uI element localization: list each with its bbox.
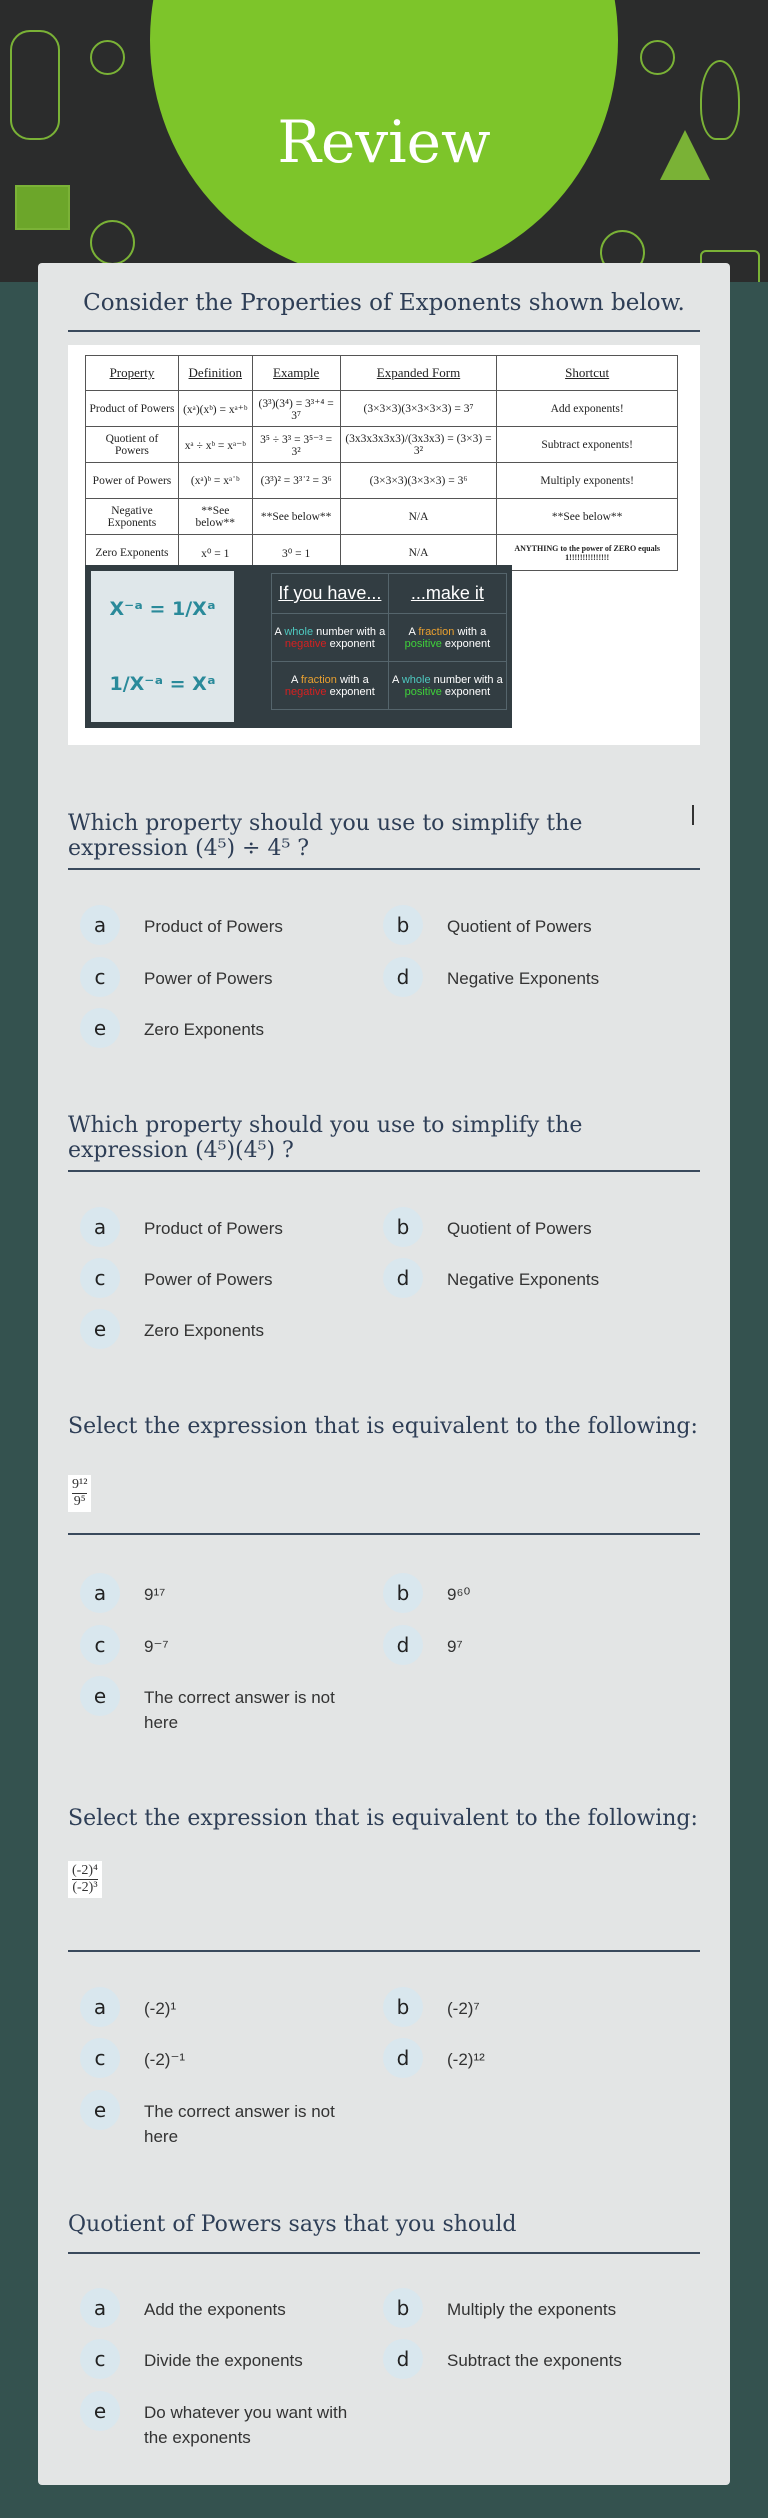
negative-rules-table (271, 573, 507, 710)
answer-option-c[interactable] (80, 957, 354, 997)
option-text: The correct answer is not here (144, 2102, 335, 2146)
rule-word: positive (404, 637, 442, 650)
table-header: Expanded Form (340, 356, 497, 391)
option-text: Zero Exponents (144, 1321, 265, 1340)
answer-option-a[interactable] (80, 1207, 354, 1247)
rules-header-make: ...make it (388, 574, 506, 614)
table-cell: ANYTHING to the power of ZERO equals 1!!!!!!!!!!!!!!! (497, 535, 678, 571)
fraction-denominator: 9⁵ (73, 1494, 86, 1509)
divider (68, 1170, 700, 1172)
option-letter-badge: c (80, 2339, 120, 2379)
option-letter-badge: d (383, 957, 423, 997)
option-letter-badge: b (383, 905, 423, 945)
answer-option-b[interactable] (383, 2288, 657, 2328)
answer-option-a[interactable] (80, 2288, 354, 2328)
table-cell: (3³)(3⁴) = 3³⁺⁴ = 3⁷ (252, 391, 340, 427)
option-text: Multiply the exponents (447, 2300, 617, 2319)
option-text: The correct answer is not here (144, 1688, 335, 1732)
table-cell: Multiply exponents! (497, 463, 678, 499)
option-letter-badge: a (80, 1573, 120, 1613)
divider (68, 1950, 700, 1952)
option-letter-badge: a (80, 1987, 120, 2027)
answer-option-b[interactable] (383, 1207, 657, 1247)
fraction-numerator: (-2)⁴ (72, 1863, 98, 1878)
rule-word: exponent (326, 685, 375, 698)
answer-option-e[interactable] (80, 1008, 354, 1048)
rule-cell (272, 614, 389, 662)
option-letter-badge: b (383, 2288, 423, 2328)
table-cell: Quotient of Powers (86, 427, 179, 463)
answer-option-b[interactable] (383, 905, 657, 945)
answer-option-c[interactable] (80, 2339, 354, 2379)
question-prompt: Which property should you use to simplify the expression (4⁵) ÷ 4⁵ ? (68, 811, 583, 861)
properties-table (85, 355, 678, 571)
option-letter-badge: a (80, 2288, 120, 2328)
option-letter-badge: d (383, 2339, 423, 2379)
rule-cell (388, 614, 506, 662)
rule-word: A (392, 673, 402, 686)
answer-option-c[interactable] (80, 1625, 354, 1665)
answer-option-e[interactable] (80, 1676, 354, 1735)
table-cell: (xᵃ)ᵇ = xᵃ˙ᵇ (178, 463, 252, 499)
option-text: (-2)¹ (144, 1999, 177, 2018)
option-letter-badge: b (383, 1987, 423, 2027)
table-cell: Product of Powers (86, 391, 179, 427)
answer-option-d[interactable] (383, 957, 657, 997)
divider (68, 1533, 700, 1535)
worksheet-card (38, 263, 730, 2485)
rule-word: A (274, 625, 285, 638)
negative-formula-1: X⁻ᵃ = 1/Xᵃ (109, 597, 216, 620)
table-cell: (3x3x3x3x3)/(3x3x3) = (3×3) = 3² (340, 427, 497, 463)
answer-option-e[interactable] (80, 2391, 354, 2450)
table-cell: 3⁰ = 1 (252, 535, 340, 571)
question-prompt: Select the expression that is equivalent to the following: (68, 1806, 698, 1831)
table-header: Definition (178, 356, 252, 391)
table-cell: Power of Powers (86, 463, 179, 499)
table-cell: xᵃ ÷ xᵇ = xᵃ⁻ᵇ (178, 427, 252, 463)
fraction-numerator: 9¹² (72, 1477, 88, 1492)
intro-heading: Consider the Properties of Exponents shown below. (83, 290, 685, 316)
option-letter-badge: c (80, 1625, 120, 1665)
rule-word: positive (404, 685, 442, 698)
option-text: (-2)⁷ (447, 1999, 480, 2018)
rule-word: number with a (313, 625, 386, 638)
option-text: 9⁻⁷ (144, 1637, 169, 1656)
negative-exponents-image (85, 565, 512, 728)
option-letter-badge: e (80, 2090, 120, 2130)
option-text: Add the exponents (144, 2300, 286, 2319)
option-letter-badge: a (80, 905, 120, 945)
table-header: Example (252, 356, 340, 391)
question-prompt: Quotient of Powers says that you should (68, 2212, 517, 2237)
answer-option-c[interactable] (80, 2038, 354, 2078)
table-cell: Subtract exponents! (497, 427, 678, 463)
rule-cell (388, 662, 506, 710)
option-letter-badge: e (80, 1008, 120, 1048)
option-letter-badge: c (80, 1258, 120, 1298)
answer-option-a[interactable] (80, 1987, 354, 2027)
table-header: Shortcut (497, 356, 678, 391)
rule-word: fraction (418, 625, 455, 638)
option-text: Quotient of Powers (447, 917, 592, 936)
rule-word: whole (284, 625, 314, 638)
table-row (86, 499, 678, 535)
question-expression (68, 1475, 91, 1512)
answer-option-a[interactable] (80, 1573, 354, 1613)
table-header: Property (86, 356, 179, 391)
header-banner (0, 0, 768, 282)
table-row (86, 463, 678, 499)
rule-word: number with a (430, 673, 503, 686)
table-cell: (3³)² = 3³˙² = 3⁶ (252, 463, 340, 499)
table-cell: (3×3×3)(3×3×3×3) = 3⁷ (340, 391, 497, 427)
option-text: 9⁶⁰ (447, 1585, 471, 1604)
question-prompt: Select the expression that is equivalent to the following: (68, 1414, 698, 1439)
table-row (86, 391, 678, 427)
option-text: Power of Powers (144, 1270, 273, 1289)
answer-option-b[interactable] (383, 1573, 657, 1613)
table-cell: x⁰ = 1 (178, 535, 252, 571)
option-text: 9¹⁷ (144, 1585, 166, 1604)
table-cell: Zero Exponents (86, 535, 179, 571)
option-text: Divide the exponents (144, 2351, 303, 2370)
option-letter-badge: e (80, 1676, 120, 1716)
option-text: Negative Exponents (447, 969, 600, 988)
option-text: (-2)¹² (447, 2050, 485, 2069)
rule-word: whole (401, 673, 431, 686)
answer-option-d[interactable] (383, 2339, 657, 2379)
properties-image (68, 345, 700, 745)
option-letter-badge: d (383, 1258, 423, 1298)
question-expression (68, 1861, 102, 1898)
rule-word: with a (336, 673, 369, 686)
option-text: Power of Powers (144, 969, 273, 988)
rule-word: exponent (441, 685, 491, 698)
option-letter-badge: e (80, 2391, 120, 2431)
answer-option-b[interactable] (383, 1987, 657, 2027)
table-cell: N/A (340, 535, 497, 571)
table-row (86, 427, 678, 463)
rule-word: negative (284, 685, 327, 698)
option-letter-badge: d (383, 1625, 423, 1665)
option-text: Product of Powers (144, 1219, 283, 1238)
table-cell: (3×3×3)(3×3×3) = 3⁶ (340, 463, 497, 499)
answer-option-a[interactable] (80, 905, 354, 945)
answer-option-d[interactable] (383, 1258, 657, 1298)
option-text: Do whatever you want with the exponents (144, 2403, 348, 2447)
option-letter-badge: a (80, 1207, 120, 1247)
table-cell: **See below** (252, 499, 340, 535)
table-cell: **See below** (178, 499, 252, 535)
answer-option-e[interactable] (80, 1309, 354, 1349)
option-letter-badge: e (80, 1309, 120, 1349)
answer-option-e[interactable] (80, 2090, 354, 2149)
rule-word: A (291, 673, 301, 686)
rule-word: exponent (441, 637, 491, 650)
table-cell: **See below** (497, 499, 678, 535)
option-text: Quotient of Powers (447, 1219, 592, 1238)
rule-word: fraction (300, 673, 337, 686)
divider (68, 330, 700, 332)
answer-option-c[interactable] (80, 1258, 354, 1298)
negative-formulas (91, 571, 234, 722)
option-letter-badge: b (383, 1573, 423, 1613)
option-letter-badge: c (80, 2038, 120, 2078)
divider (68, 2252, 700, 2254)
rule-cell (272, 662, 389, 710)
question-prompt: Which property should you use to simplify the expression (4⁵)(4⁵) ? (68, 1113, 583, 1163)
option-letter-badge: b (383, 1207, 423, 1247)
rule-word: exponent (326, 637, 375, 650)
option-text: Subtract the exponents (447, 2351, 622, 2370)
table-cell: (xᵃ)(xᵇ) = xᵃ⁺ᵇ (178, 391, 252, 427)
option-text: (-2)⁻¹ (144, 2050, 186, 2069)
table-cell: 3⁵ ÷ 3³ = 3⁵⁻³ = 3² (252, 427, 340, 463)
rule-word: negative (284, 637, 327, 650)
table-cell: N/A (340, 499, 497, 535)
table-cell: Add exponents! (497, 391, 678, 427)
rule-word: A (408, 625, 419, 638)
answer-option-d[interactable] (383, 1625, 657, 1665)
answer-option-d[interactable] (383, 2038, 657, 2078)
option-letter-badge: c (80, 957, 120, 997)
option-text: Negative Exponents (447, 1270, 600, 1289)
option-text: Zero Exponents (144, 1020, 265, 1039)
page-title: Review (277, 108, 491, 176)
negative-formula-2: 1/X⁻ᵃ = Xᵃ (109, 673, 216, 696)
fraction-denominator: (-2)³ (72, 1880, 98, 1895)
rule-word: with a (454, 625, 487, 638)
rules-header-have: If you have... (272, 574, 389, 614)
divider (68, 868, 700, 870)
option-text: 9⁷ (447, 1637, 463, 1656)
option-text: Product of Powers (144, 917, 283, 936)
option-letter-badge: d (383, 2038, 423, 2078)
table-cell: Negative Exponents (86, 499, 179, 535)
